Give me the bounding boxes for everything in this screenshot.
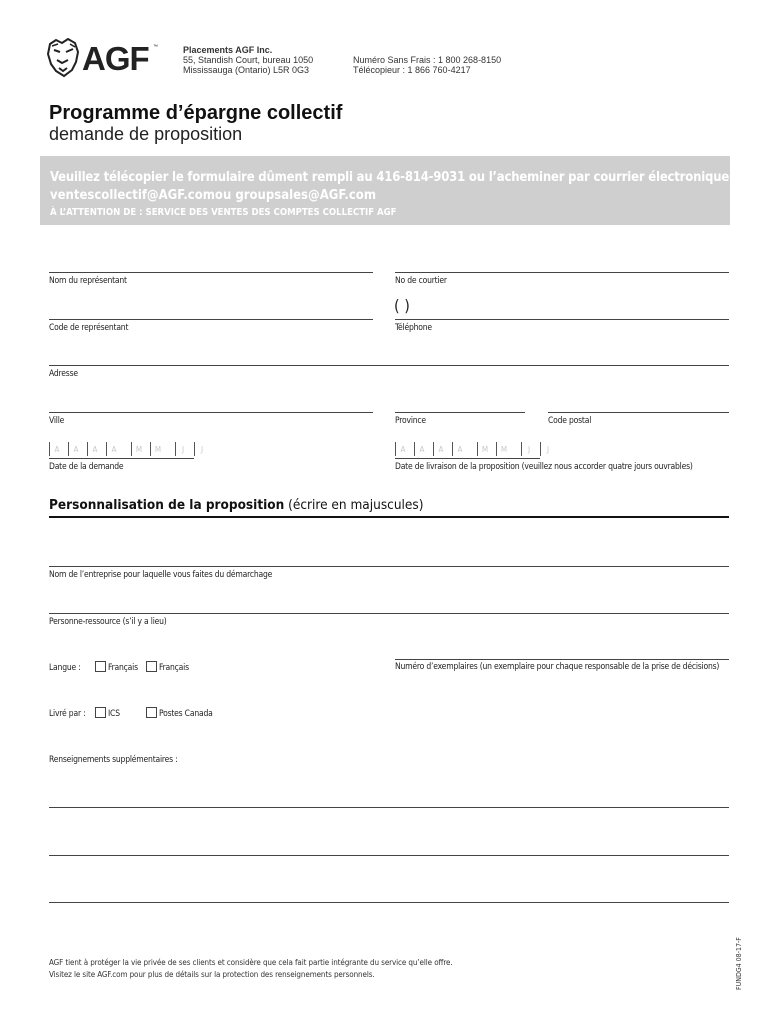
date-cell-year: A <box>49 442 64 456</box>
province-label: Province <box>395 416 426 426</box>
phone-area-code: ( ) <box>394 296 410 315</box>
province-field[interactable] <box>395 412 525 413</box>
banner-line-3: À L’ATTENTION DE : SERVICE DES VENTES DES COMPTES COLLECTIF AGF <box>50 207 397 218</box>
delivery-date-label: Date de livraison de la proposition (veuillez nous accorder quatre jours ouvrables) <box>395 462 693 472</box>
language-label: Langue : <box>49 663 81 673</box>
rep-name-label: Nom du représentant <box>49 276 127 286</box>
section-title-note: (écrire en majuscules) <box>284 497 424 513</box>
delivered-checkbox-canada-post[interactable] <box>146 707 157 718</box>
page-title: Programme d’épargne collectif <box>49 102 343 124</box>
tiger-head-icon <box>46 38 80 78</box>
delivered-option-ics: ICS <box>108 709 120 719</box>
copies-field[interactable] <box>395 659 729 660</box>
section-rule <box>49 516 729 518</box>
date-cell-year: A <box>433 442 448 456</box>
section-title <box>49 497 423 513</box>
privacy-note-2: Visitez le site AGF.com pour plus de détails sur la protection des renseignements personnels. <box>49 970 375 979</box>
copies-label: Numéro d’exemplaires (un exemplaire pour chaque responsable de la prise de décisions) <box>395 662 720 672</box>
date-cell-year: A <box>414 442 429 456</box>
rep-code-label: Code de représentant <box>49 323 129 333</box>
date-cell-month: M <box>131 442 146 456</box>
page-subtitle: demande de proposition <box>49 124 243 144</box>
date-cell-day: J <box>521 442 536 456</box>
date-cell-day: J <box>194 442 209 456</box>
delivered-option-canada-post: Postes Canada <box>159 709 213 719</box>
address-line-2: Mississauga (Ontario) L5R 0G3 <box>183 65 310 75</box>
request-date-input[interactable] <box>49 442 213 456</box>
phone-field[interactable] <box>395 319 729 320</box>
company-name-label: Nom de l’entreprise pour laquelle vous faites du démarchage <box>49 570 273 580</box>
contact-numbers <box>353 55 501 75</box>
language-checkbox-1[interactable] <box>95 661 106 672</box>
agf-logo <box>46 38 166 80</box>
date-cell-month: M <box>477 442 492 456</box>
language-option-2: Français <box>159 663 189 673</box>
language-option-1: Français <box>108 663 138 673</box>
postal-code-label: Code postal <box>548 416 592 426</box>
phone-label: Téléphone <box>395 323 432 333</box>
delivery-date-input[interactable] <box>395 442 559 456</box>
brand-name: AGF <box>82 40 149 77</box>
delivery-date-underline <box>395 458 540 459</box>
date-cell-month: M <box>496 442 511 456</box>
broker-no-field[interactable] <box>395 272 729 273</box>
delivered-by-label: Livré par : <box>49 709 86 719</box>
request-date-underline <box>49 458 194 459</box>
form-code: FUNDG4 08-17-F <box>735 937 743 990</box>
additional-info-line-1[interactable] <box>49 807 729 808</box>
additional-info-label: Renseignements supplémentaires : <box>49 755 178 765</box>
date-cell-day: J <box>540 442 555 456</box>
contact-person-label: Personne-ressource (s’il y a lieu) <box>49 617 167 627</box>
date-cell-year: A <box>87 442 102 456</box>
fax-number: Télécopieur : 1 866 760-4217 <box>353 65 471 75</box>
date-cell-month: M <box>150 442 165 456</box>
instructions-banner <box>40 156 741 225</box>
additional-info-line-3[interactable] <box>49 902 729 903</box>
banner-line-2: ventescollectif@AGF.comou groupsales@AGF.com <box>50 188 377 203</box>
company-name: Placements AGF Inc. <box>183 45 273 55</box>
broker-no-label: No de courtier <box>395 276 447 286</box>
rep-code-field[interactable] <box>49 319 373 320</box>
rep-name-field[interactable] <box>49 272 373 273</box>
contact-person-field[interactable] <box>49 613 729 614</box>
delivered-checkbox-ics[interactable] <box>95 707 106 718</box>
company-address <box>183 45 313 75</box>
city-field[interactable] <box>49 412 373 413</box>
address-line-1: 55, Standish Court, bureau 1050 <box>183 55 314 65</box>
address-field[interactable] <box>49 365 729 366</box>
banner-line-1: Veuillez télécopier le formulaire dûment rempli au 416-814-9031 ou l’acheminer par courrier électronique à <box>50 170 741 185</box>
trademark: ™ <box>153 44 158 50</box>
company-name-field[interactable] <box>49 566 729 567</box>
language-checkbox-2[interactable] <box>146 661 157 672</box>
tollfree-number: Numéro Sans Frais : 1 800 268-8150 <box>353 55 502 65</box>
postal-code-field[interactable] <box>548 412 729 413</box>
additional-info-line-2[interactable] <box>49 855 729 856</box>
address-label: Adresse <box>49 369 78 379</box>
date-cell-year: A <box>106 442 121 456</box>
date-cell-year: A <box>452 442 467 456</box>
request-date-label: Date de la demande <box>49 462 124 472</box>
privacy-note-1: AGF tient à protéger la vie privée de ses clients et considère que cela fait partie intégrante du service qu’elle offre. <box>49 958 453 967</box>
city-label: Ville <box>49 416 65 426</box>
date-cell-year: A <box>68 442 83 456</box>
date-cell-day: J <box>175 442 190 456</box>
section-title-text: Personnalisation de la proposition <box>49 497 285 513</box>
date-cell-year: A <box>395 442 410 456</box>
